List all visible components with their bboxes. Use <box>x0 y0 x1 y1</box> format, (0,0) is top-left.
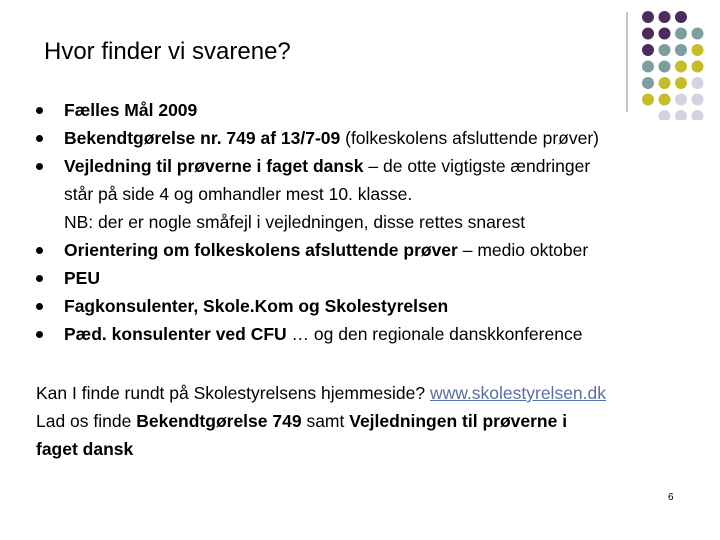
decorative-dot <box>675 44 687 56</box>
decorative-dot <box>675 28 687 40</box>
page-number: 6 <box>668 492 674 503</box>
paragraph-line: faget dansk <box>36 439 134 459</box>
decorative-dot <box>642 61 654 73</box>
bullet-dot <box>36 135 43 142</box>
bullet-item-peu: PEU <box>36 264 706 292</box>
decorative-dot <box>692 28 704 40</box>
bullet-dot <box>36 163 43 170</box>
bullet-continuation: står på side 4 og omhandler mest 10. klasse. <box>64 184 413 204</box>
bullet-list <box>36 96 706 348</box>
closing-paragraph <box>36 379 706 463</box>
bullet-item-vejledning: Vejledning til prøverne i faget dansk – de otte vigtigste ændringer <box>36 152 706 180</box>
decorative-dot <box>659 28 671 40</box>
bullet-item-orientering: Orientering om folkeskolens afsluttende prøver – medio oktober <box>36 236 706 264</box>
bullet-item-fagkonsulenter: Fagkonsulenter, Skole.Kom og Skolestyrelsen <box>36 292 706 320</box>
bullet-dot <box>36 303 43 310</box>
bullet-dot <box>36 331 43 338</box>
bullet-item-paed-konsulenter: Pæd. konsulenter ved CFU … og den regionale danskkonference <box>36 320 706 348</box>
decorative-dot <box>692 61 704 73</box>
decorative-dot <box>659 44 671 56</box>
paragraph-line: Lad os finde Bekendtgørelse 749 samt Vejledningen til prøverne i <box>36 411 568 431</box>
decorative-dot <box>659 77 671 89</box>
decorative-dot <box>642 28 654 40</box>
decorative-dot <box>642 44 654 56</box>
slide-title: Hvor finder vi svarene? <box>44 38 291 65</box>
bullet-note: NB: der er nogle småfejl i vejledningen, disse rettes snarest <box>64 212 526 232</box>
decorative-dot <box>642 11 654 23</box>
decorative-dot <box>692 77 704 89</box>
decorative-dot <box>659 61 671 73</box>
decorative-dot <box>675 11 687 23</box>
decorative-dot <box>659 11 671 23</box>
decorative-dot <box>692 44 704 56</box>
bullet-item-faelles-maal: Fælles Mål 2009 <box>36 96 706 124</box>
bullet-dot <box>36 275 43 282</box>
bullet-dot <box>36 247 43 254</box>
skolestyrelsen-link[interactable]: www.skolestyrelsen.dk <box>429 383 607 403</box>
decorative-dot <box>675 77 687 89</box>
decorative-dot <box>675 61 687 73</box>
bullet-item-bekendtgoerelse: Bekendtgørelse nr. 749 af 13/7-09 (folkeskolens afsluttende prøver) <box>36 124 706 152</box>
paragraph-line: Kan I finde rundt på Skolestyrelsens hjemmeside? www.skolestyrelsen.dk <box>36 383 607 403</box>
bullet-dot <box>36 107 43 114</box>
decorative-dot <box>642 77 654 89</box>
